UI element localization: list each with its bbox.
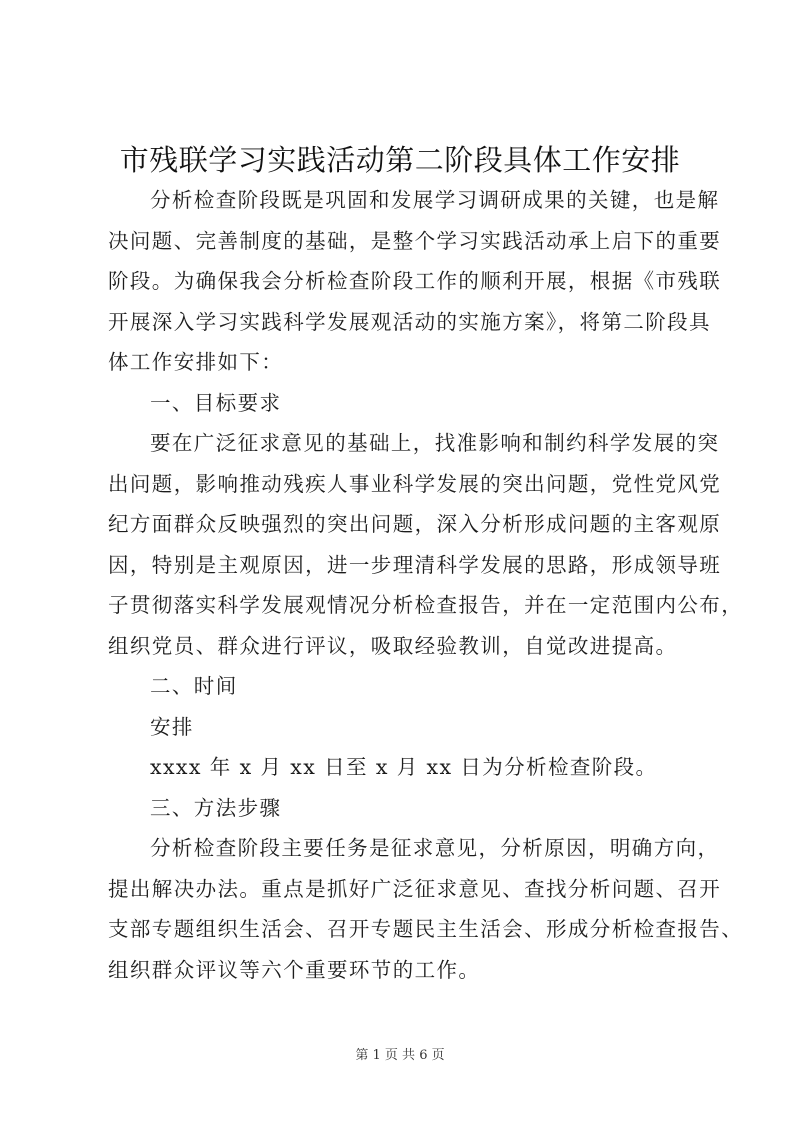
document-title: 市残联学习实践活动第二阶段具体工作安排 — [119, 143, 681, 177]
paragraph-line: 因，特别是主观原因，进一步理清科学发展的思路，形成领导班 — [108, 552, 722, 577]
paragraph-line: 分析检查阶段主要任务是征求意见，分析原因，明确方向， — [150, 836, 720, 860]
paragraph-line: 组织党员、群众进行评议，吸取经验教训，自觉改进提高。 — [108, 633, 678, 658]
page-number-footer: 第 1 页 共 6 页 — [355, 1048, 445, 1063]
paragraph-line: 决问题、完善制度的基础，是整个学习实践活动承上启下的重要 — [108, 228, 722, 253]
paragraph-line: 组织群众评议等六个重要环节的工作。 — [108, 957, 481, 982]
paragraph-line: xxxx 年 x 月 xx 日至 x 月 xx 日为分析检查阶段。 — [150, 755, 658, 779]
paragraph-line: 阶段。为确保我会分析检查阶段工作的顺利开展，根据《市残联 — [108, 269, 722, 293]
paragraph-line: 体工作安排如下： — [108, 350, 284, 374]
paragraph-line: 分析检查阶段既是巩固和发展学习调研成果的关键，也是解 — [150, 188, 720, 212]
paragraph-line: 安排 — [150, 714, 194, 739]
paragraph-line: 出问题，影响推动残疾人事业科学发展的突出问题，党性党风党 — [108, 471, 722, 496]
paragraph-line: 提出解决办法。重点是抓好广泛征求意见、查找分析问题、召开 — [108, 876, 722, 901]
paragraph-line: 支部专题组织生活会、召开专题民主生活会、形成分析检查报告、 — [108, 917, 744, 941]
section-heading: 三、方法步骤 — [150, 795, 282, 820]
section-heading: 一、目标要求 — [150, 390, 282, 415]
paragraph-line: 要在广泛征求意见的基础上，找准影响和制约科学发展的突 — [150, 431, 720, 455]
section-heading: 二、时间 — [150, 674, 238, 698]
paragraph-line: 开展深入学习实践科学发展观活动的实施方案》，将第二阶段具 — [108, 309, 711, 334]
paragraph-line: 子贯彻落实科学发展观情况分析检查报告，并在一定范围内公布， — [108, 593, 744, 617]
document-body — [108, 180, 744, 990]
paragraph-line: 纪方面群众反映强烈的突出问题，深入分析形成问题的主客观原 — [108, 512, 722, 536]
